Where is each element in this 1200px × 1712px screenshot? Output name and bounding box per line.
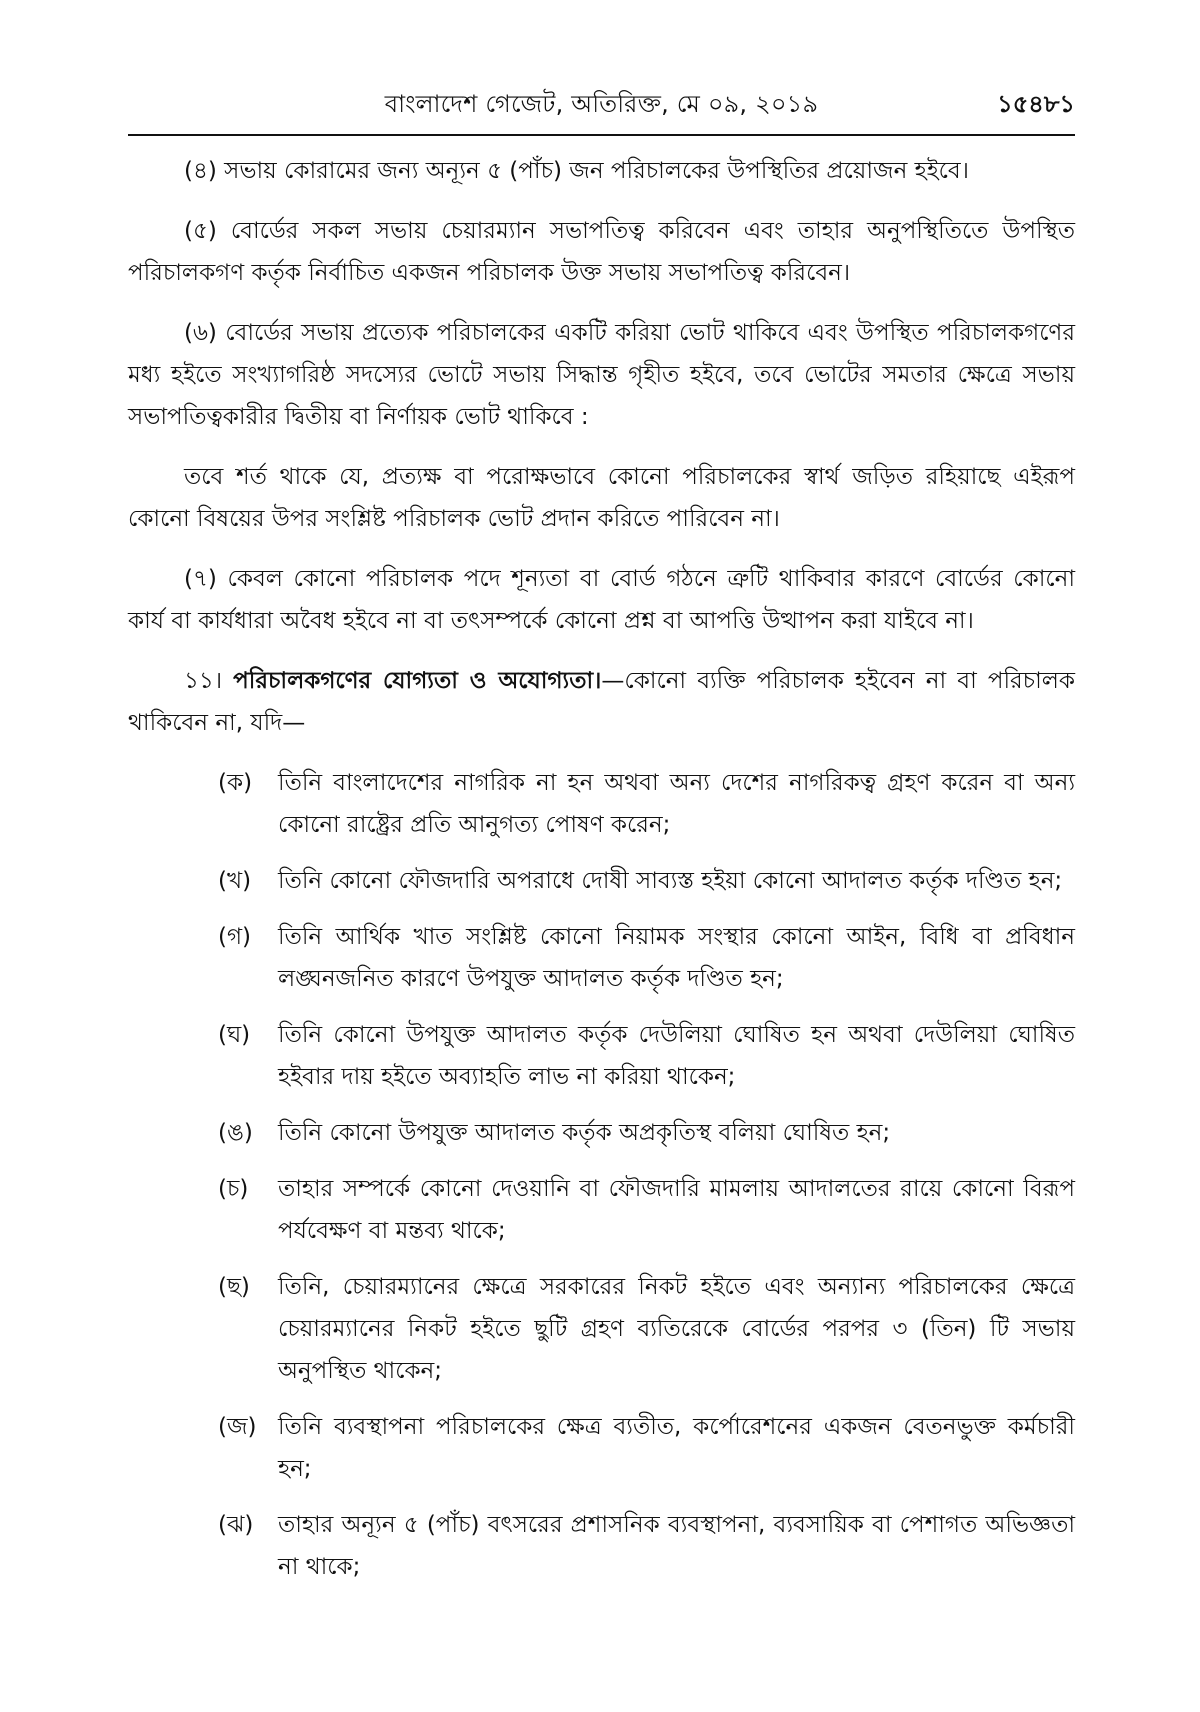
clause-text: তাহার সম্পর্কে কোনো দেওয়ানি বা ফৌজদারি মামলায় আদালতের রায়ে কোনো বিরূপ পর্যবেক্ষণ বা মন্তব্য থাকে; bbox=[278, 1176, 1075, 1244]
disqualification-clause-list bbox=[128, 762, 1075, 1588]
clause-text: তিনি কোনো উপযুক্ত আদালত কর্তৃক অপ্রকৃতিস্থ বলিয়া ঘোষিত হন; bbox=[278, 1120, 891, 1146]
clause-marker: (জ) bbox=[218, 1414, 257, 1440]
clause-ga bbox=[128, 916, 1075, 1000]
clause-gha bbox=[128, 1014, 1075, 1098]
clause-text: তিনি ব্যবস্থাপনা পরিচালকের ক্ষেত্র ব্যতীত, কর্পোরেশনের একজন বেতনভুক্ত কর্মচারী হন; bbox=[278, 1414, 1075, 1482]
clause-ka bbox=[128, 762, 1075, 846]
clause-text: তিনি কোনো ফৌজদারি অপরাধে দোষী সাব্যস্ত হইয়া কোনো আদালত কর্তৃক দণ্ডিত হন; bbox=[278, 868, 1063, 894]
clause-text: তিনি কোনো উপযুক্ত আদালত কর্তৃক দেউলিয়া ঘোষিত হন অথবা দেউলিয়া ঘোষিত হইবার দায় হইতে অব্যাহতি লাভ না করিয়া থাকেন; bbox=[278, 1022, 1075, 1090]
page-header bbox=[128, 80, 1075, 136]
gazette-header-title: বাংলাদেশ গেজেট, অতিরিক্ত, মে ০৯, ২০১৯ bbox=[384, 90, 819, 118]
header-divider bbox=[128, 134, 1075, 136]
clause-umo bbox=[128, 1112, 1075, 1154]
section-number: ১১। bbox=[184, 668, 223, 694]
clause-marker: (ঙ) bbox=[218, 1120, 253, 1146]
clause-marker: (ক) bbox=[218, 770, 253, 796]
clause-marker: (ঝ) bbox=[218, 1512, 254, 1538]
clause-marker: (খ) bbox=[218, 868, 252, 894]
clause-text: তিনি, চেয়ারম্যানের ক্ষেত্রে সরকারের নিকট হইতে এবং অন্যান্য পরিচালকের ক্ষেত্রে চেয়ারম্যানের নিকট হইতে ছুটি গ্রহণ ব্যতিরেকে বোর্ডের পরপর ৩ (তিন) টি সভায় অনুপস্থিত থাকেন; bbox=[278, 1274, 1075, 1384]
section-title: পরিচালকগণের যোগ্যতা ও অযোগ্যতা। bbox=[233, 668, 602, 694]
paragraph-proviso: তবে শর্ত থাকে যে, প্রত্যক্ষ বা পরোক্ষভাবে কোনো পরিচালকের স্বার্থ জড়িত রহিয়াছে এইরূপ কোনো বিষয়ের উপর সংশ্লিষ্ট পরিচালক ভোট প্রদান করিতে পারিবেন না। bbox=[128, 464, 1075, 532]
paragraph-voting: (৬) বোর্ডের সভায় প্রত্যেক পরিচালকের একটি করিয়া ভোট থাকিবে এবং উপস্থিত পরিচালকগণের মধ্য হইতে সংখ্যাগরিষ্ঠ সদস্যের ভোটে সভায় সিদ্ধান্ত গৃহীত হইবে, তবে ভোটের সমতার ক্ষেত্রে সভায় সভাপতিত্বকারীর দ্বিতীয় বা নির্ণায়ক ভোট থাকিবে : bbox=[128, 320, 1075, 430]
clause-marker: (ঘ) bbox=[218, 1022, 251, 1048]
clause-ja bbox=[128, 1406, 1075, 1490]
section-intro: —কোনো ব্যক্তি পরিচালক হইবেন না বা পরিচালক থাকিবেন না, যদি— bbox=[128, 668, 1075, 736]
clause-text: তিনি আর্থিক খাত সংশ্লিষ্ট কোনো নিয়ামক সংস্থার কোনো আইন, বিধি বা প্রবিধান লঙ্ঘনজনিত কারণে উপযুক্ত আদালত কর্তৃক দণ্ডিত হন; bbox=[278, 924, 1075, 992]
clause-chha bbox=[128, 1266, 1075, 1392]
section-11-paragraph bbox=[128, 660, 1075, 744]
clause-jha bbox=[128, 1504, 1075, 1588]
paragraph-chairmanship: (৫) বোর্ডের সকল সভায় চেয়ারম্যান সভাপতিত্ব করিবেন এবং তাহার অনুপস্থিতিতে উপস্থিত পরিচালকগণ কর্তৃক নির্বাচিত একজন পরিচালক উক্ত সভায় সভাপতিত্ব করিবেন। bbox=[128, 218, 1075, 286]
page-number: ১৫৪৮১ bbox=[997, 90, 1075, 118]
paragraph-quorum: (৪) সভায় কোরামের জন্য অন্যূন ৫ (পাঁচ) জন পরিচালকের উপস্থিতির প্রয়োজন হইবে। bbox=[184, 158, 969, 184]
clause-marker: (গ) bbox=[218, 924, 252, 950]
clause-kha bbox=[128, 860, 1075, 902]
clause-text: তাহার অন্যূন ৫ (পাঁচ) বৎসরের প্রশাসনিক ব্যবস্থাপনা, ব্যবসায়িক বা পেশাগত অভিজ্ঞতা না থাকে; bbox=[278, 1512, 1075, 1580]
clause-cha bbox=[128, 1168, 1075, 1252]
paragraph-validity: (৭) কেবল কোনো পরিচালক পদে শূন্যতা বা বোর্ড গঠনে ত্রুটি থাকিবার কারণে বোর্ডের কোনো কার্য বা কার্যধারা অবৈধ হইবে না বা তৎসম্পর্কে কোনো প্রশ্ন বা আপত্তি উত্থাপন করা যাইবে না। bbox=[128, 566, 1075, 634]
clause-marker: (চ) bbox=[218, 1176, 249, 1202]
clause-text: তিনি বাংলাদেশের নাগরিক না হন অথবা অন্য দেশের নাগরিকত্ব গ্রহণ করেন বা অন্য কোনো রাষ্ট্রের প্রতি আনুগত্য পোষণ করেন; bbox=[278, 770, 1075, 838]
clause-marker: (ছ) bbox=[218, 1274, 250, 1300]
document-body bbox=[128, 150, 1075, 1602]
